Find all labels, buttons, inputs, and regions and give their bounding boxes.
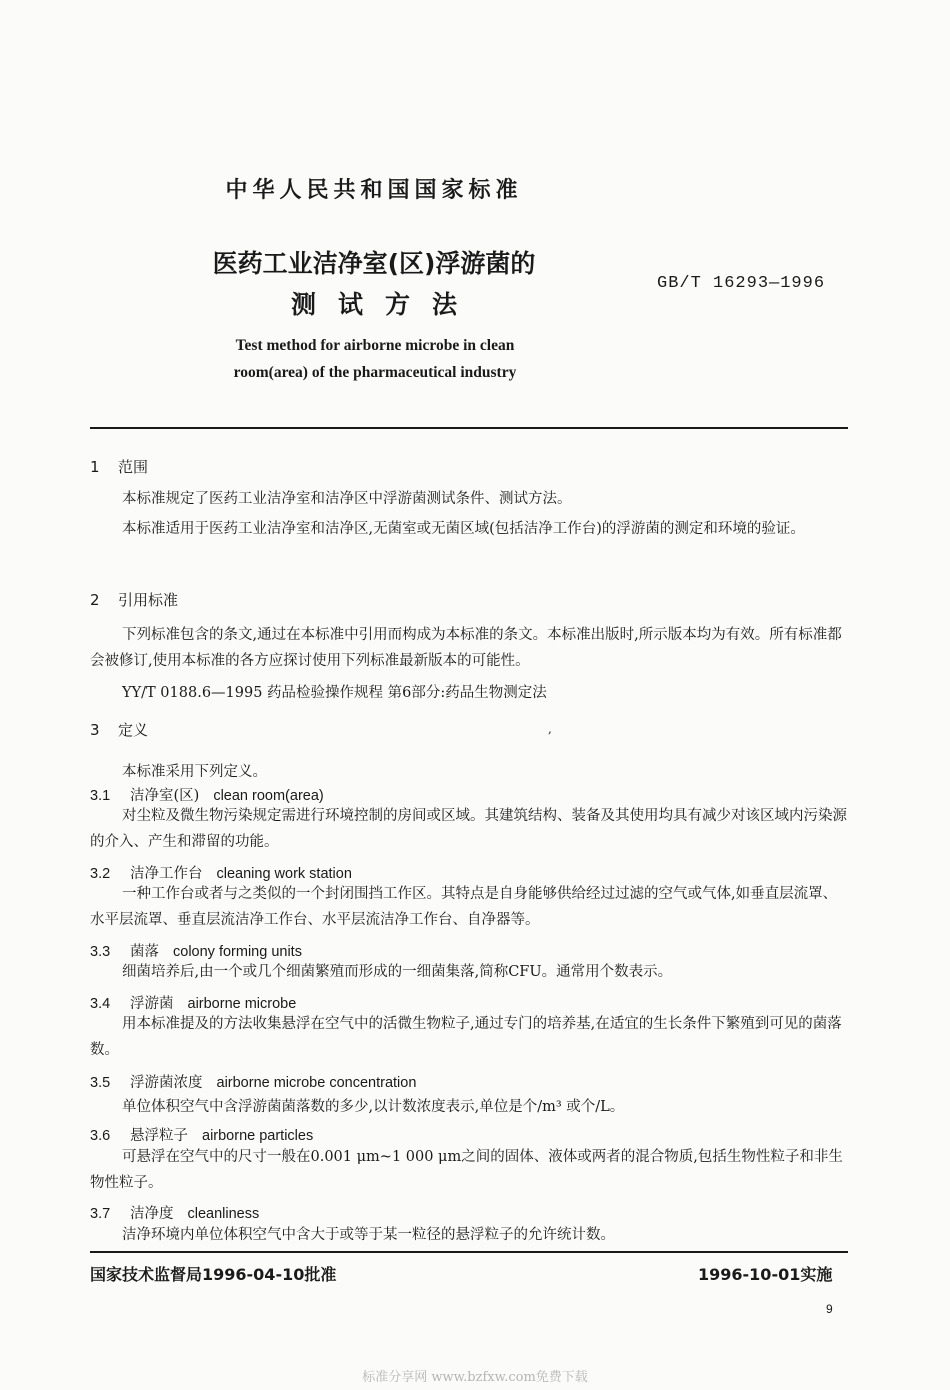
section-1-para-1: 本标准规定了医药工业洁净室和洁净区中浮游菌测试条件、测试方法。 — [122, 491, 572, 507]
definition-3-1-text: 对尘粒及微生物污染规定需进行环境控制的房间或区域。其建筑结构、装备及其使用均具有减少对该区域内污染源的介入、产生和滞留的功能。 — [90, 808, 847, 850]
definition-number: 3.5 — [90, 1075, 111, 1091]
section-3-title: 定义 — [118, 721, 149, 739]
definition-3-6-text: 可悬浮在空气中的尺寸一般在0.001 μm~1 000 μm之间的固体、液体或两者的混合物质,包括生物性粒子和非生物性粒子。 — [90, 1149, 843, 1191]
definition-number: 3.3 — [90, 944, 111, 960]
footer-divider — [90, 1251, 848, 1253]
definition-3-6-term — [90, 1124, 313, 1145]
section-3-intro: 本标准采用下列定义。 — [122, 764, 267, 780]
section-3-number: 3 — [90, 721, 100, 739]
document-title-line2: 测试方法 — [290, 290, 479, 319]
definition-3-4-text: 用本标准提及的方法收集悬浮在空气中的活微生物粒子,通过专门的培养基,在适宜的生长条件下繁殖到可见的菌落数。 — [90, 1016, 842, 1058]
definition-number: 3.2 — [90, 866, 111, 882]
definition-number: 3.1 — [90, 788, 111, 804]
section-3-heading — [90, 719, 148, 740]
definition-3-5-term — [90, 1071, 416, 1092]
implementation-date: 1996-10-01实施 — [698, 1265, 833, 1284]
definition-term-en: airborne microbe concentration — [216, 1075, 417, 1091]
definition-number: 3.4 — [90, 996, 111, 1012]
definition-term-zh: 洁净度 — [130, 1206, 174, 1222]
definition-3-7-term — [90, 1202, 259, 1223]
definition-term-zh: 菌落 — [130, 944, 159, 960]
definition-3-1-term — [90, 784, 324, 805]
approval-date: 国家技术监督局1996-04-10批准 — [90, 1265, 337, 1284]
definition-3-7-text: 洁净环境内单位体积空气中含大于或等于某一粒径的悬浮粒子的允许统计数。 — [122, 1227, 615, 1243]
definition-number: 3.6 — [90, 1128, 111, 1144]
definition-term-en: colony forming units — [173, 944, 302, 960]
definition-term-zh: 悬浮粒子 — [130, 1128, 188, 1144]
definition-3-2-text: 一种工作台或者与之类似的一个封闭围挡工作区。其特点是自身能够供给经过过滤的空气或气体,如垂直层流罩、水平层流罩、垂直层流洁净工作台、水平层流洁净工作台、自净器等。 — [90, 886, 838, 928]
section-1-heading — [90, 456, 148, 477]
definition-term-en: airborne microbe — [187, 996, 297, 1012]
definition-term-en: clean room(area) — [213, 788, 324, 804]
referenced-standard: YY/T 0188.6—1995 药品检验操作规程 第6部分:药品生物测定法 — [122, 685, 547, 701]
definition-3-3-term — [90, 940, 302, 961]
definition-term-zh: 浮游菌浓度 — [130, 1075, 203, 1091]
definition-term-zh: 洁净工作台 — [130, 866, 203, 882]
nation-standard-title: 中华人民共和国国家标准 — [225, 178, 523, 203]
english-title-line1: Test method for airborne microbe in clean — [235, 337, 515, 354]
definition-3-2-term — [90, 862, 352, 883]
section-1-para-2: 本标准适用于医药工业洁净室和洁净区,无菌室或无菌区域(包括洁净工作台)的浮游菌的测定和环境的验证。 — [122, 521, 805, 537]
definition-3-4-term — [90, 992, 296, 1013]
section-2-para-1: 下列标准包含的条文,通过在本标准中引用而构成为本标准的条文。本标准出版时,所示版本均为有效。所有标准都会被修订,使用本标准的各方应探讨使用下列标准最新版本的可能性。 — [90, 627, 842, 669]
definition-term-zh: 浮游菌 — [130, 996, 174, 1012]
definition-3-5-text: 单位体积空气中含浮游菌菌落数的多少,以计数浓度表示,单位是个/m³ 或个/L。 — [122, 1099, 625, 1115]
definition-term-en: cleaning work station — [216, 866, 352, 882]
definition-term-en: cleanliness — [187, 1206, 260, 1222]
section-1-title: 范围 — [118, 458, 149, 476]
section-2-number: 2 — [90, 591, 100, 609]
document-title-line1: 医药工业洁净室(区)浮游菌的 — [212, 249, 536, 278]
standard-code: GB/T 16293—1996 — [657, 274, 826, 293]
watermark-text: 标准分享网 www.bzfxw.com免费下载 — [362, 1370, 588, 1385]
definition-term-zh: 洁净室(区) — [130, 788, 200, 804]
header-divider — [90, 427, 848, 429]
stray-mark: , — [548, 722, 552, 736]
section-1-number: 1 — [90, 458, 100, 476]
english-title-line2: room(area) of the pharmaceutical industry — [233, 364, 517, 381]
definition-3-3-text: 细菌培养后,由一个或几个细菌繁殖而形成的一细菌集落,简称CFU。通常用个数表示。 — [122, 964, 673, 980]
section-2-heading — [90, 589, 178, 610]
definition-number: 3.7 — [90, 1206, 111, 1222]
page-number: 9 — [826, 1302, 833, 1316]
section-2-title: 引用标准 — [118, 591, 179, 609]
definition-term-en: airborne particles — [202, 1128, 314, 1144]
